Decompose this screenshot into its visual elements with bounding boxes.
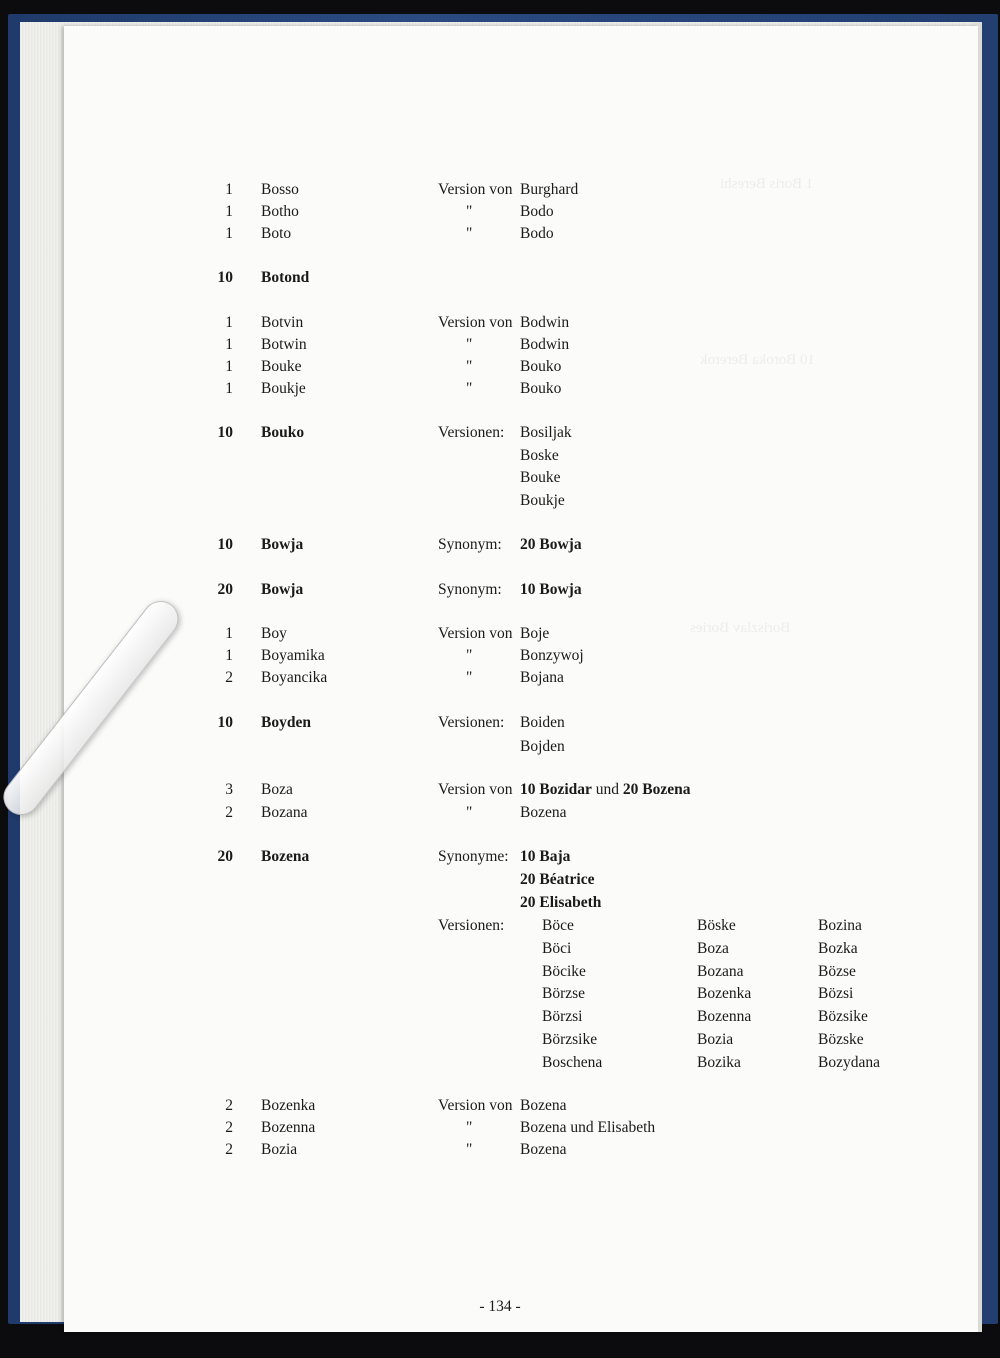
page-number: - 134 - (479, 1298, 521, 1315)
entry-number: 2 (225, 669, 233, 686)
version-name: Bozana (697, 963, 744, 980)
entry-number: 1 (225, 625, 233, 642)
entry-number: 1 (225, 336, 233, 353)
entry-label: Versionen: (438, 917, 505, 934)
entry-reference: Bojana (520, 669, 564, 686)
ditto-mark: " (466, 647, 473, 664)
entry-name: Boyden (261, 714, 311, 731)
entry-number: 2 (225, 1097, 233, 1114)
entry-reference: Bodo (520, 225, 554, 242)
entry-name: Boyancika (261, 669, 328, 686)
entry-name: Bozenka (261, 1097, 316, 1114)
version-name: Börzse (542, 985, 586, 1002)
entry-name: Botho (261, 203, 299, 220)
entry-reference: 10 Baja (520, 848, 571, 865)
entry-number: 20 (217, 581, 233, 598)
ditto-mark: " (466, 203, 473, 220)
entry-reference: Bodwin (520, 336, 570, 353)
entry-reference: 20 Béatrice (520, 871, 595, 888)
entry-number: 1 (225, 225, 233, 242)
entry-name: Bosso (261, 181, 299, 198)
version-name: Böske (697, 917, 736, 934)
entry-name: Boza (261, 781, 293, 798)
entry-name: Boy (261, 625, 287, 642)
entry-label: Synonyme: (438, 848, 509, 865)
entry-number: 2 (225, 1141, 233, 1158)
entry-label: Version von (438, 181, 513, 198)
entry-reference: 20 Bowja (520, 536, 582, 553)
entry-label: Version von (438, 1097, 513, 1114)
entry-reference: Burghard (520, 181, 579, 198)
entry-name: Bozana (261, 804, 308, 821)
entry-reference: Boje (520, 625, 550, 642)
entry-reference: Bonzywoj (520, 647, 584, 664)
version-name: Börzsi (542, 1008, 583, 1025)
entry-number: 1 (225, 181, 233, 198)
entry-number: 3 (225, 781, 233, 798)
entry-reference: Bouko (520, 380, 562, 397)
entry-reference: Bouke (520, 469, 561, 486)
version-name: Börzsike (542, 1031, 598, 1048)
entry-label: Version von (438, 314, 513, 331)
entry-name: Boto (261, 225, 292, 242)
version-name: Böce (542, 917, 574, 934)
entry-name: Bozenna (261, 1119, 316, 1136)
entry-label: Versionen: (438, 714, 505, 731)
entry-reference: Bodwin (520, 314, 570, 331)
version-name: Bozenna (697, 1008, 752, 1025)
version-name: Bozia (697, 1031, 734, 1048)
entry-reference: Boukje (520, 492, 565, 509)
bleed-through: Boriszlav Bories (690, 620, 791, 636)
version-name: Böcike (542, 963, 586, 980)
version-name: Bözske (818, 1031, 864, 1048)
entry-number: 20 (217, 848, 233, 865)
entry-reference: Boske (520, 447, 559, 464)
ditto-mark: " (466, 1141, 473, 1158)
bleed-through: 10 Boroka Bererok (700, 352, 815, 368)
version-name: Bozika (697, 1054, 741, 1071)
version-name: Böci (542, 940, 572, 957)
ditto-mark: " (466, 336, 473, 353)
version-name: Bözsike (818, 1008, 868, 1025)
entry-reference: Bojden (520, 738, 565, 755)
ditto-mark: " (466, 669, 473, 686)
ditto-mark: " (466, 358, 473, 375)
entry-reference: Bozena und Elisabeth (520, 1119, 656, 1136)
entry-number: 1 (225, 358, 233, 375)
entry-name: Bouke (261, 358, 302, 375)
entry-label: Synonym: (438, 536, 502, 553)
entry-label: Version von (438, 781, 513, 798)
entry-reference: 10 Bowja (520, 581, 582, 598)
entry-reference: 20 Elisabeth (520, 894, 602, 911)
version-name: Bozydana (818, 1054, 880, 1071)
ditto-mark: " (466, 804, 473, 821)
entry-label: Synonym: (438, 581, 502, 598)
entry-name: Bowja (261, 581, 304, 598)
entry-number: 2 (225, 804, 233, 821)
entry-number: 2 (225, 1119, 233, 1136)
bleed-through: 1 Boris Bereshi (720, 176, 814, 192)
entry-number: 1 (225, 380, 233, 397)
entry-reference: Bozena (520, 1097, 567, 1114)
entry-name: Boukje (261, 380, 306, 397)
version-name: Boschena (542, 1054, 603, 1071)
entry-reference: Boiden (520, 714, 565, 731)
entry-name: Botwin (261, 336, 307, 353)
entry-name: Botond (261, 269, 310, 286)
version-name: Boza (697, 940, 729, 957)
entry-reference: 10 Bozidar und 20 Bozena (520, 781, 691, 798)
entry-name: Boyamika (261, 647, 325, 664)
version-name: Bozenka (697, 985, 752, 1002)
ditto-mark: " (466, 225, 473, 242)
entry-number: 1 (225, 647, 233, 664)
version-name: Bozka (818, 940, 858, 957)
entry-number: 10 (217, 536, 233, 553)
entry-reference: Bouko (520, 358, 562, 375)
entry-reference: Bodo (520, 203, 554, 220)
entry-label: Version von (438, 625, 513, 642)
entry-number: 1 (225, 314, 233, 331)
entry-name: Bouko (261, 424, 305, 441)
version-name: Bozina (818, 917, 862, 934)
entry-name: Bozena (261, 848, 310, 865)
version-name: Bözse (818, 963, 856, 980)
entry-name: Bowja (261, 536, 304, 553)
version-name: Bözsi (818, 985, 854, 1002)
ditto-mark: " (466, 1119, 473, 1136)
entry-reference: Bozena (520, 804, 567, 821)
entry-reference: Bozena (520, 1141, 567, 1158)
entry-number: 10 (217, 269, 233, 286)
entry-number: 1 (225, 203, 233, 220)
entry-label: Versionen: (438, 424, 505, 441)
entry-number: 10 (217, 714, 233, 731)
entry-name: Botvin (261, 314, 304, 331)
entry-reference: Bosiljak (520, 424, 572, 441)
entry-name: Bozia (261, 1141, 298, 1158)
ditto-mark: " (466, 380, 473, 397)
entry-number: 10 (217, 424, 233, 441)
